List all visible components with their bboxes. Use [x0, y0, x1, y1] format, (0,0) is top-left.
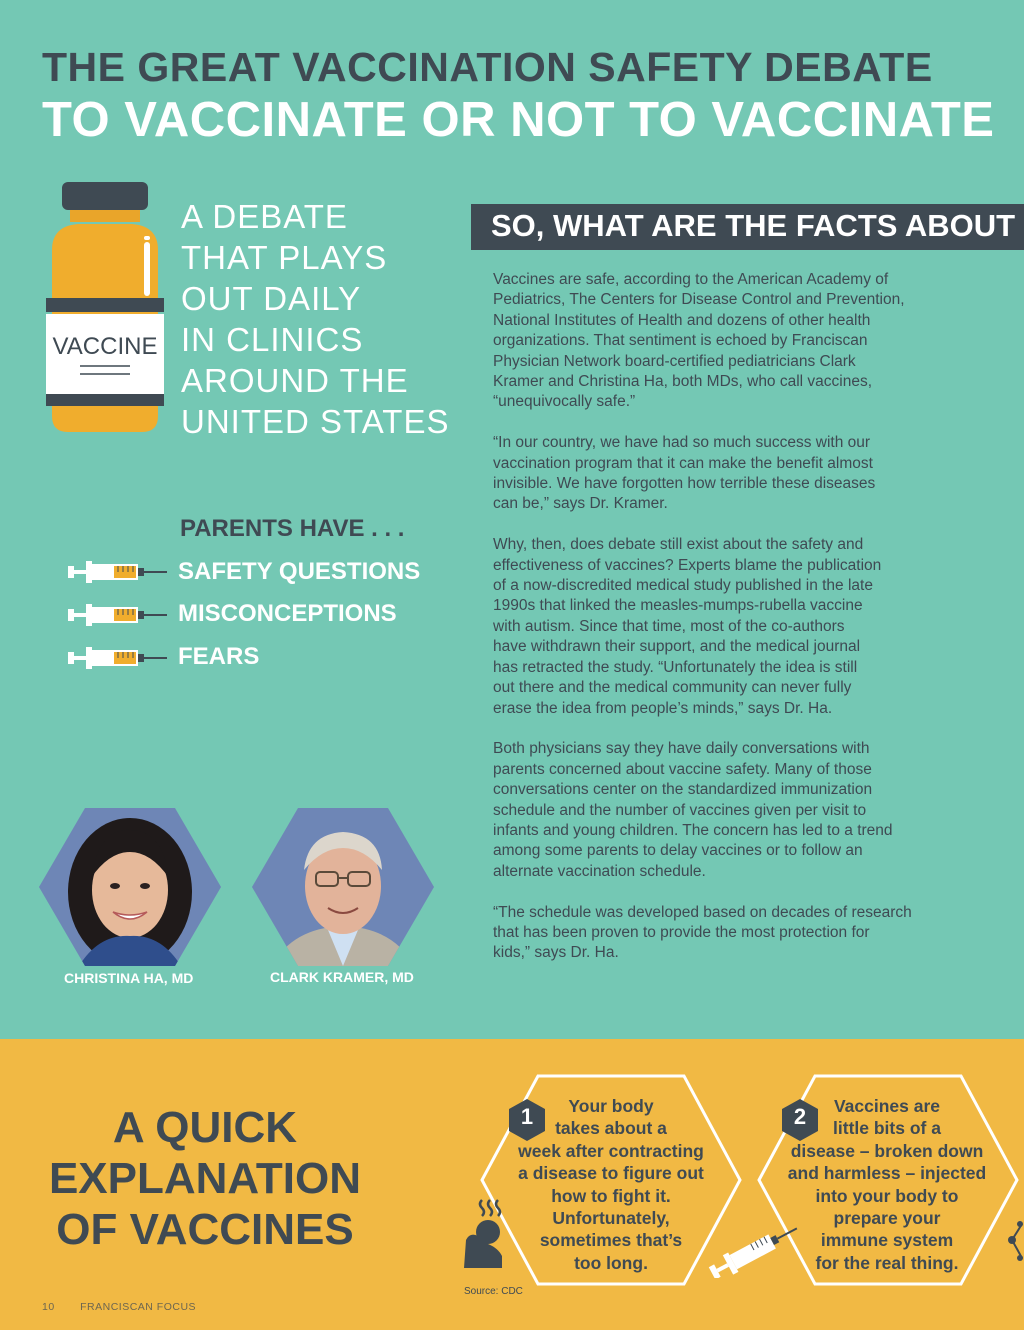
text-line: Why, then, does debate still exist about the safety and	[493, 536, 864, 554]
text-line: “In our country, we have had so much success with our	[493, 434, 871, 452]
facts-heading: SO, WHAT ARE THE FACTS ABOUT	[491, 208, 1016, 243]
paragraph	[493, 903, 953, 964]
text-line: and harmless – injected	[787, 1163, 987, 1184]
text-line: takes about a	[555, 1118, 667, 1139]
page-number: 10	[42, 1301, 55, 1313]
vaccine-bottle-icon	[44, 180, 166, 436]
text-line: have withdrawn their support, and the medical journal	[493, 638, 861, 656]
paragraph	[493, 535, 953, 719]
text-line: for the real thing.	[815, 1252, 959, 1273]
molecule-icon	[1000, 1218, 1024, 1264]
text-line: Your body	[568, 1096, 654, 1116]
concern-fears: FEARS	[178, 643, 260, 670]
text-line: week after contracting	[518, 1140, 704, 1161]
text-line: of a now-discredited medical study published in the late	[493, 577, 873, 595]
publication-name: FRANCISCAN FOCUS	[80, 1301, 197, 1313]
source-note: Source: CDC	[464, 1286, 523, 1297]
text-line: Unfortunately,	[552, 1208, 670, 1229]
concern-misconceptions: MISCONCEPTIONS	[178, 600, 397, 627]
debate-line: A DEBATE	[181, 198, 348, 235]
debate-line: UNITED STATES	[181, 403, 450, 440]
text-line: “The schedule was developed based on decades of research	[493, 903, 912, 921]
title-line: A QUICK	[112, 1103, 298, 1152]
title-line-1: THE GREAT VACCINATION SAFETY DEBATE	[42, 44, 933, 90]
text-line: Kramer and Christina Ha, both MDs, who call vaccines,	[493, 373, 873, 391]
syringe-icon	[68, 643, 168, 673]
text-line: too long.	[574, 1252, 648, 1273]
title-line: EXPLANATION	[48, 1154, 362, 1203]
facts-heading-bar	[471, 204, 1024, 250]
sick-person-icon	[462, 1196, 506, 1270]
text-line: organizations. That sentiment is echoed by Franciscan	[493, 332, 868, 350]
text-line: conversations center on the standardized immunization	[493, 781, 873, 799]
page-footer	[42, 1301, 196, 1313]
paragraph	[493, 270, 953, 413]
debate-line: OUT DAILY	[181, 280, 362, 317]
text-line: out there and the medical community can never fully	[493, 679, 852, 697]
title-line: OF VACCINES	[56, 1205, 354, 1254]
debate-statement	[181, 196, 449, 442]
text-line: sometimes that’s	[539, 1230, 683, 1251]
article-body	[493, 270, 953, 984]
doctor-caption-christina-ha: CHRISTINA HA, MD	[64, 970, 194, 986]
text-line: Pediatrics, The Centers for Disease Control and Prevention,	[493, 291, 905, 309]
quick-explanation-title	[30, 1102, 380, 1255]
text-line: Vaccines are	[833, 1096, 941, 1116]
text-line: into your body to	[815, 1185, 959, 1206]
text-line: infants and young children. The concern has led to a trend	[493, 821, 893, 839]
vaccine-label: VACCINE	[52, 333, 158, 360]
text-line: has retracted the study. “Unfortunately the idea is still	[493, 658, 858, 676]
text-line: little bits of a	[833, 1118, 941, 1139]
doctor-caption-clark-kramer: CLARK KRAMER, MD	[270, 969, 414, 985]
doctor-photo-christina-ha	[39, 808, 221, 966]
text-line: effectiveness of vaccines? Experts blame the publication	[493, 556, 882, 574]
debate-line: AROUND THE	[181, 362, 409, 399]
text-line: erase the idea from people’s minds,” says Dr. Ha.	[493, 699, 833, 717]
parents-heading: PARENTS HAVE . . .	[180, 515, 405, 542]
debate-line: THAT PLAYS	[181, 239, 388, 276]
text-line: kids,” says Dr. Ha.	[493, 944, 619, 962]
debate-line: IN CLINICS	[181, 321, 364, 358]
text-line: Vaccines are safe, according to the American Academy of	[493, 271, 889, 288]
text-line: with autism. Since that time, most of the co-authors	[493, 617, 845, 635]
text-line: how to fight it.	[551, 1185, 671, 1206]
concern-safety-questions: SAFETY QUESTIONS	[178, 558, 421, 585]
text-line: immune system	[820, 1230, 954, 1251]
syringe-icon	[68, 600, 168, 630]
text-line: parents concerned about vaccine safety. Many of those	[493, 760, 872, 778]
text-line: National Institutes of Health and dozens of other health	[493, 311, 871, 329]
text-line: Both physicians say they have daily conversations with	[493, 740, 870, 758]
text-line: vaccination program that it can make the benefit almost	[493, 454, 873, 472]
text-line: a disease to figure out	[518, 1163, 704, 1184]
step-2-number: 2	[793, 1104, 807, 1129]
text-line: schedule and the number of vaccines given per visit to	[493, 801, 867, 819]
step-1-number: 1	[520, 1104, 534, 1129]
text-line: that has been proven to provide the most protection for	[493, 923, 870, 941]
title-line-2: TO VACCINATE OR NOT TO VACCINATE	[42, 93, 995, 147]
syringe-icon	[68, 557, 168, 587]
paragraph	[493, 433, 953, 515]
syringe-icon	[704, 1222, 804, 1278]
step-1-text	[505, 1095, 717, 1274]
text-line: alternate vaccination schedule.	[493, 862, 706, 880]
text-line: invisible. We have forgotten how terrible these diseases	[493, 475, 876, 493]
paragraph	[493, 739, 953, 882]
text-line: “unequivocally safe.”	[493, 393, 636, 411]
text-line: prepare your	[833, 1208, 941, 1229]
text-line: can be,” says Dr. Kramer.	[493, 495, 668, 513]
text-line: among some parents to delay vaccines or to follow an	[493, 842, 863, 860]
text-line: Physician Network board-certified pediatricians Clark	[493, 352, 856, 370]
step-2-text	[781, 1095, 993, 1274]
doctor-photo-clark-kramer	[252, 808, 434, 966]
text-line: 1990s that linked the measles-mumps-rubella vaccine	[493, 597, 863, 615]
text-line: disease – broken down	[790, 1140, 984, 1161]
